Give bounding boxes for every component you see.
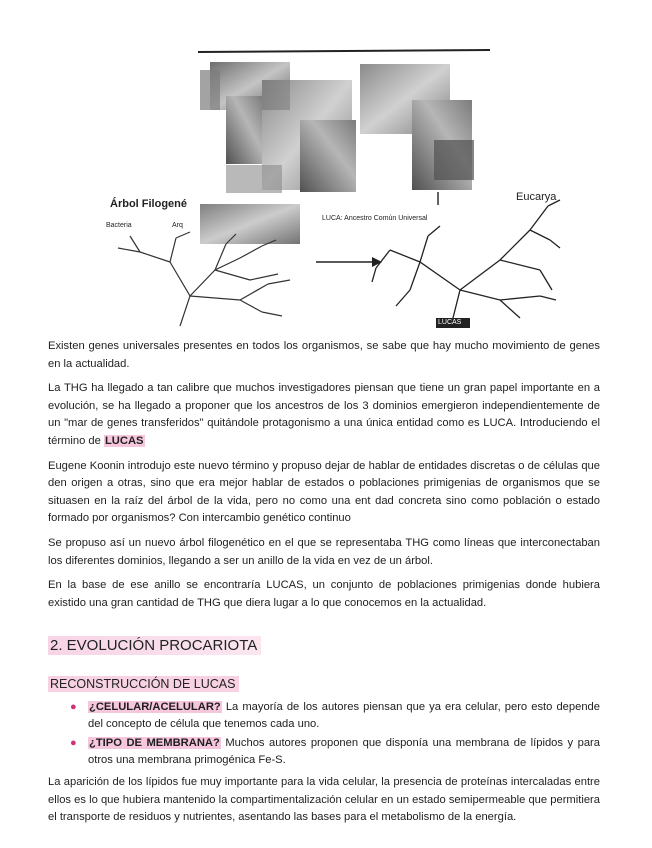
- bullet-text: La mayoría de los autores piensan que ya era celular, pero esto depende del concepto de célula que tenemos cada uno.: [88, 701, 600, 730]
- bullet-item-membrana: [66, 735, 600, 768]
- section-heading-evolucion: 2. EVOLUCIÓN PROCARIOTA: [48, 636, 261, 655]
- bullet-term: ¿TIPO DE MEMBRANA?: [89, 737, 220, 749]
- figure-right-label: Eucarya: [516, 191, 557, 203]
- lucas-highlight: LUCAS: [104, 434, 144, 447]
- phylogenetic-figure: [0, 0, 652, 340]
- bullet-dot-icon: ●: [70, 737, 77, 749]
- paragraph-2-text: La THG ha llegado a tan calibre que muchos investigadores piensan que tiene un gran papel importante en a evolución, se ha llegado a proponer que los ancestros de los 3 dominios emergieron independientemente de un "mar de genes transferidos" quitándole protagonismo a una única entidad como es LUCA. Introduciendo el término de: [48, 382, 600, 447]
- subsection-heading-reconstruccion: RECONSTRUCCIÓN DE LUCAS: [48, 676, 239, 692]
- bullet-term: ¿CELULAR/ACELULAR?: [89, 701, 221, 713]
- figure-bottom-badge: LUCAS: [438, 319, 462, 326]
- paragraph-3: Eugene Koonin introdujo este nuevo término y propuso dejar de hablar de entidades discretas o de células que den origen a otras, sino que era mejor hablar de estados o poblaciones primigenias de organismos que se situasen en la raíz del árbol de la vida, pero no como una ent dad concreta sino como población o estado formado por organismos? Con intercambio genético continuo: [48, 459, 600, 525]
- bullet-item-celular: [66, 699, 600, 732]
- body-paragraphs: [48, 338, 600, 619]
- bullet-dot-icon: ●: [70, 701, 77, 713]
- figure-left-sub-a: Bacteria: [106, 222, 132, 229]
- paragraph-5: En la base de ese anillo se encontraría LUCAS, un conjunto de poblaciones primigenias donde hubiera existido una gran cantidad de THG que diera lugar a lo que conocemos en la actualidad.: [48, 579, 600, 609]
- figure-center-label: LUCA: Ancestro Común Universal: [322, 215, 428, 222]
- figure-left-title: Árbol Filogené: [110, 198, 187, 210]
- figure-left-sub-b: Arq: [172, 222, 183, 229]
- bullet-list: [66, 699, 600, 771]
- figure-graphic: [0, 0, 652, 340]
- paragraph-2: [48, 380, 600, 450]
- bullet-text: Muchos autores proponen que disponía una membrana de lípidos y para otros una membrana primogénica Fe-S.: [88, 737, 600, 766]
- final-paragraph: La aparición de los lípidos fue muy importante para la vida celular, la presencia de proteínas intercaladas entre ellos es lo que hubiera mantenido la compartimentalización celular en un estado semipermeable que permitiera el transporte de residuos y nutrientes, asentando las bases para el metabolismo de la energía.: [48, 776, 600, 824]
- paragraph-1: Existen genes universales presentes en todos los organismos, se sabe que hay mucho movimiento de genes en la actualidad.: [48, 340, 600, 370]
- paragraph-4: Se propuso así un nuevo árbol filogenético en el que se representaba THG como líneas que interconectaban los diferentes dominios, llegando a ser un anillo de la vida en vez de un árbol.: [48, 536, 600, 567]
